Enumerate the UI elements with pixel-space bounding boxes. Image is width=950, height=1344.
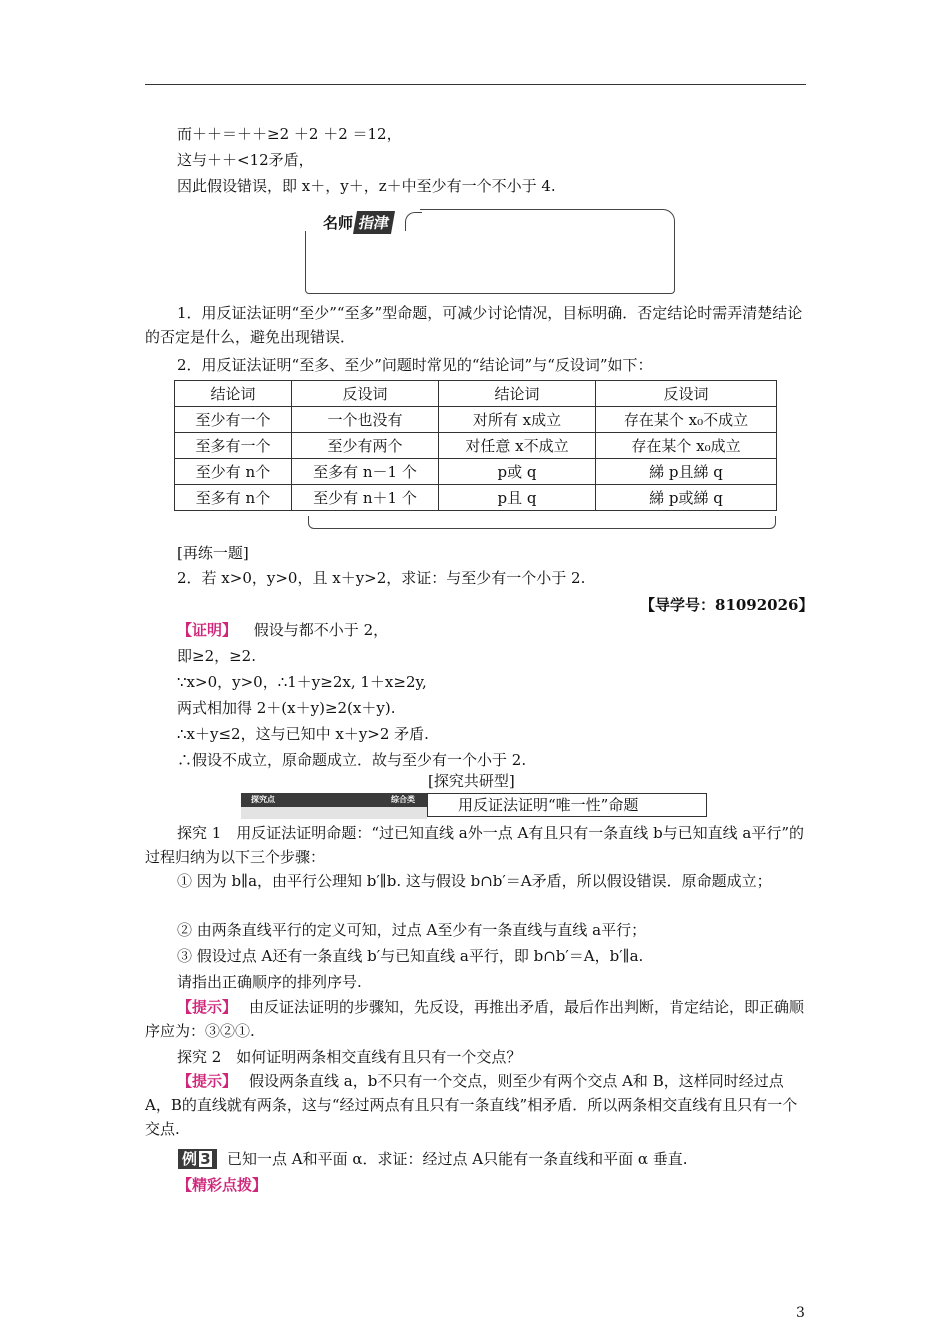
table-cell: p或 q [439, 459, 596, 485]
table-row [175, 407, 777, 433]
hint-text: 假设两条直线 a，b不只有一个交点，则至少有两个交点 A和 B，这样同时经过点 A，B的直线就有两条，这与“经过两点有且只有一条直线”相矛盾．所以两条相交直线有且只有一个交点. [145, 1072, 798, 1138]
explore-q2: 探究 2 如何证明两条相交直线有且只有一个交点？ [177, 1048, 522, 1066]
table-cell: p且 q [439, 485, 596, 511]
table-cell: 至少有 n个 [175, 459, 292, 485]
proof2-first: 假设与都不小于 2， [253, 621, 389, 639]
table-row [175, 459, 777, 485]
example-number: 3 [200, 1150, 211, 1168]
header-rule [145, 84, 806, 85]
banner-label-right: 综合类 [391, 795, 415, 804]
table-cell: 至少有两个 [292, 433, 439, 459]
table-cell: 存在某个 x₀成立 [596, 433, 777, 459]
explore-step2: ② 由两条直线平行的定义可知，过点 A至少有一条直线与直线 a平行； [177, 921, 647, 939]
hint-label: 【提示】 [177, 998, 238, 1016]
table-cell: 至多有 n个 [175, 485, 292, 511]
explore-hint1-block [145, 995, 807, 1043]
hint-text: 由反证法证明的步骤知，先反设，再推出矛盾，最后作出判断，肯定结论，即正确顺序应为：③②①. [145, 998, 805, 1040]
table-cell: 至少有一个 [175, 407, 292, 433]
example-text: 已知一点 A和平面 α．求证：经过点 A只能有一条直线和平面 α 垂直. [227, 1150, 688, 1168]
proof2-line: 两式相加得 2＋(x＋y)≥2(x＋y). [177, 699, 396, 717]
table-header-cell: 反设词 [292, 381, 439, 407]
note-2: 2．用反证法证明“至多、至少”问题时常见的“结论词”与“反设词”如下： [177, 356, 653, 374]
example-badge-label: 例 [182, 1150, 198, 1168]
table-cell: 至少有 n＋1 个 [292, 485, 439, 511]
explore-banner [241, 793, 708, 819]
guide-number: 【导学号：81092026】 [640, 596, 814, 614]
table-row [175, 485, 777, 511]
example-tip [177, 1175, 267, 1195]
note-1: 1．用反证法证明“至少”“至多”型命题，可减少讨论情况，目标明确．否定结论时需弄清楚结论的否定是什么，避免出现错误． [145, 304, 803, 346]
proof1-line2: 这与＋＋<12矛盾， [177, 151, 314, 169]
table-cell: 綈 p或綈 q [596, 485, 777, 511]
hint-label: 【提示】 [177, 1072, 238, 1090]
proof2-line: 即≥2，≥2. [177, 647, 256, 665]
practice-problem: 2．若 x>0，y>0，且 x＋y>2，求证：与至少有一个小于 2. [177, 569, 586, 587]
teacher-guide-title [317, 209, 399, 236]
negation-table [174, 380, 777, 511]
explore-section-title: [探究共研型] [428, 772, 515, 790]
banner-title: 用反证法证明“唯一性”命题 [427, 793, 707, 817]
banner-shadow [241, 807, 427, 819]
table-cell: 至多有 n－1 个 [292, 459, 439, 485]
teacher-guide-title-a: 名师 [323, 214, 354, 232]
example-line [178, 1149, 688, 1169]
table-cell: 对任意 x不成立 [439, 433, 596, 459]
proof2-line: ∴x＋y≤2，这与已知中 x＋y>2 矛盾. [177, 725, 429, 743]
example-tip-label: 【精彩点拨】 [177, 1176, 268, 1194]
teacher-guide-box [305, 209, 675, 297]
table-cell: 对所有 x成立 [439, 407, 596, 433]
proof1-line1: 而＋＋＝＋＋≥2 ＋2 ＋2 ＝12， [177, 125, 402, 143]
proof2-line: ∴假设不成立，原命题成立．故与至少有一个小于 2. [177, 751, 527, 769]
box-frame [305, 231, 675, 294]
proof-label: 【证明】 [177, 621, 238, 639]
box-top-decoration [420, 209, 675, 232]
example-badge [178, 1149, 217, 1169]
table-cell: 至多有一个 [175, 433, 292, 459]
table-header-row [175, 381, 777, 407]
proof2-line: ∵x>0，y>0，∴1＋y≥2x, 1＋x≥2y, [177, 673, 427, 691]
teacher-guide-title-b: 指津 [353, 211, 395, 234]
proof2-first-line [177, 620, 388, 640]
table-cell: 綈 p且綈 q [596, 459, 777, 485]
practice-header: [再练一题] [177, 544, 249, 562]
table-bottom-decoration [308, 516, 776, 529]
table-cell: 存在某个 x₀不成立 [596, 407, 777, 433]
explore-hint2-block [145, 1069, 807, 1141]
explore-step3: ③ 假设过点 A还有一条直线 b′与已知直线 a平行，即 b∩b′＝A，b′∥a. [177, 947, 644, 965]
banner-label-left: 探究点 [251, 795, 275, 804]
page-number: 3 [796, 1305, 805, 1321]
table-row [175, 433, 777, 459]
table-header-cell: 结论词 [439, 381, 596, 407]
table-header-cell: 反设词 [596, 381, 777, 407]
explore-ask: 请指出正确顺序的排列序号. [177, 973, 362, 991]
explore-step1: ① 因为 b∥a，由平行公理知 b′∥b. 这与假设 b∩b′＝A矛盾，所以假设错误．原命题成立； [177, 872, 772, 890]
table-header-cell: 结论词 [175, 381, 292, 407]
proof1-line3: 因此假设错误，即 x＋，y＋，z＋中至少有一个不小于 4. [177, 177, 556, 195]
explore-q1: 探究 1 用反证法证明命题：“过已知直线 a外一点 A有且只有一条直线 b与已知直线 a平行”的过程归纳为以下三个步骤： [145, 824, 805, 866]
banner-dark [241, 793, 427, 807]
table-cell: 一个也没有 [292, 407, 439, 433]
